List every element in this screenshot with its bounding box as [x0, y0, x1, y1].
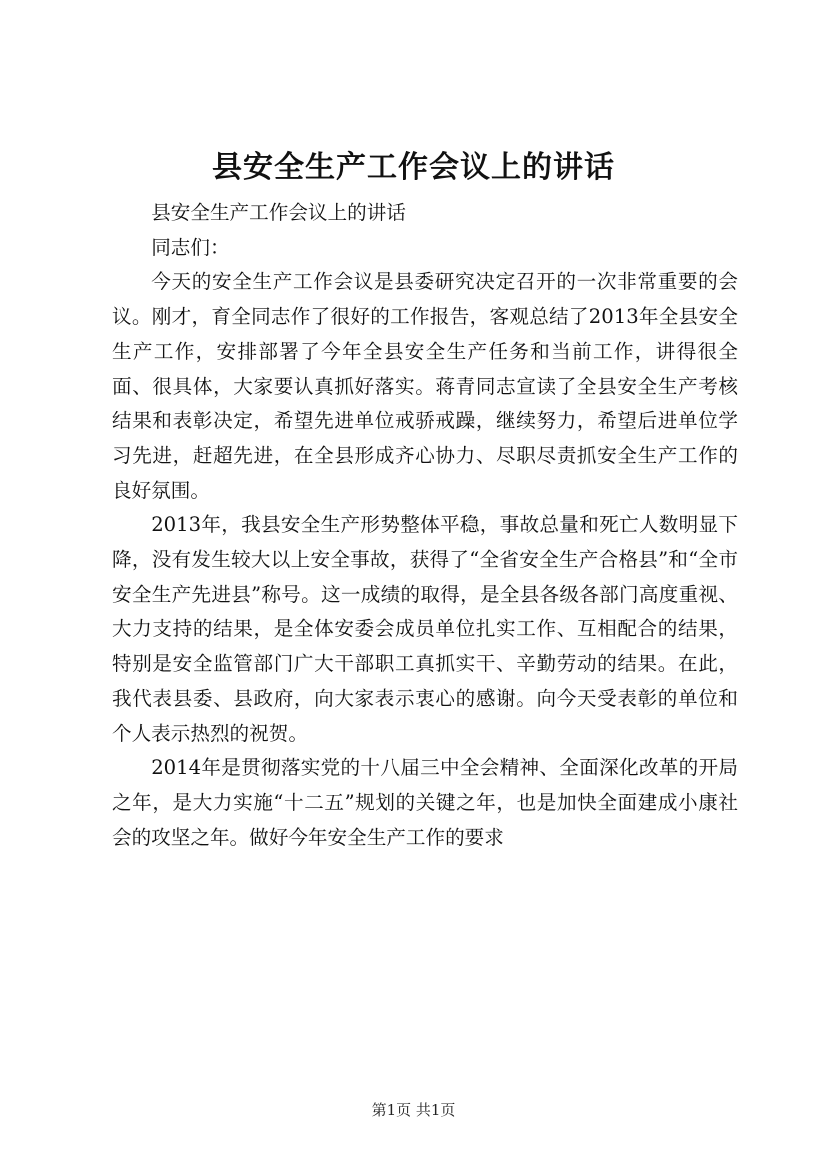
paragraph-body: 今天的安全生产工作会议是县委研究决定召开的一次非常重要的会议。刚才，育全同志作了很好的工作报告，客观总结了2013年全县安全生产工作，安排部署了今年全县安全生产任务和当前工作，讲得很全面、很具体，大家要认真抓好落实。蒋青同志宣读了全县安全生产考核结果和表彰决定，希望先进单位戒骄戒躁，继续努力，希望后进单位学习先进，赶超先进，在全县形成齐心协力、尽职尽责抓安全生产工作的良好氛围。	[112, 270, 738, 502]
document-body	[112, 196, 738, 855]
paragraph-body: 2014年是贯彻落实党的十八届三中全会精神、全面深化改革的开局之年，是大力实施“十二五”规划的关键之年，也是加快全面建成小康社会的攻坚之年。做好今年安全生产工作的要求	[112, 756, 738, 849]
document-title: 县安全生产工作会议上的讲话	[212, 150, 615, 185]
paragraph-subtitle: 县安全生产工作会议上的讲话	[151, 201, 406, 224]
paragraph-body: 2013年，我县安全生产形势整体平稳，事故总量和死亡人数明显下降，没有发生较大以上安全事故，获得了“全省安全生产合格县”和“全市安全生产先进县”称号。这一成绩的取得，是全县各级各部门高度重视、大力支持的结果，是全体安委会成员单位扎实工作、互相配合的结果，特别是安全监管部门广大干部职工真抓实干、辛勤劳动的结果。在此，我代表县委、县政府，向大家表示衷心的感谢。向今天受表彰的单位和个人表示热烈的祝贺。	[112, 513, 738, 745]
page-footer: 第1页 共1页	[371, 1101, 456, 1119]
paragraph-salutation: 同志们：	[151, 235, 230, 259]
